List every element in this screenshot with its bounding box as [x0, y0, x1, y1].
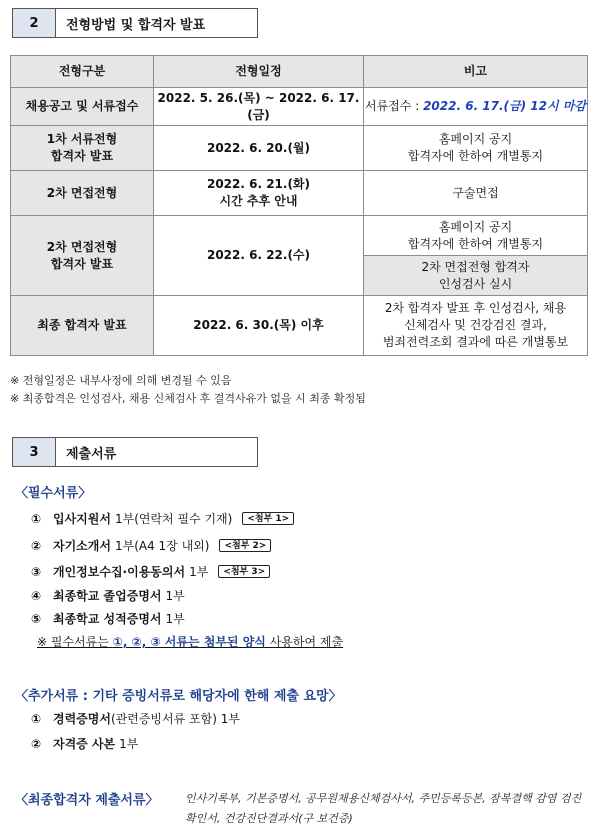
note-line: ※ 전형일정은 내부사정에 의해 변경될 수 있음 [10, 374, 232, 387]
section-title: 전형방법 및 합격자 발표 [56, 8, 258, 38]
additional-docs-heading: 〈추가서류 : 기타 증빙서류로 해당자에 한해 제출 요망〉 [15, 689, 342, 704]
header-schedule: 전형일정 [154, 56, 364, 88]
section-number: 2 [12, 8, 56, 38]
final-docs-list: 인사기록부, 기본증명서, 공무원채용신체검사서, 주민등록등본, 잠복결핵 감염 검진 확인서, 건강진단결과서(구 보건증) [185, 792, 582, 825]
date-cell: 2022. 6. 21.(화) 시간 추후 안내 [154, 171, 364, 216]
stage-cell: 2차 면접전형 [11, 171, 154, 216]
stage-cell: 채용공고 및 서류접수 [11, 88, 154, 126]
attachment-tag: <첨부 2> [219, 539, 271, 552]
note-cell: 홈페이지 공지 합격자에 한하여 개별통지 [364, 126, 588, 171]
list-item: ① 입사지원서 1부(연락처 필수 기재) <첨부 1> [31, 510, 294, 527]
note-line: ※ 최종합격은 인성검사, 채용 신체검사 후 결격사유가 없을 시 최종 확정됨 [10, 392, 366, 405]
list-item: ② 자기소개서 1부(A4 1장 내외) <첨부 2> [31, 537, 271, 554]
table-row [11, 126, 588, 171]
note-cell: 홈페이지 공지 합격자에 한하여 개별통지 [364, 216, 588, 256]
note-cell: 2차 합격자 발표 후 인성검사, 채용 신체검사 및 건강검진 결과, 범죄전력조회 결과에 따른 개별통보 [364, 296, 588, 356]
header-note: 비고 [364, 56, 588, 88]
required-docs-heading: 〈필수서류〉 [15, 486, 92, 501]
note-cell: 서류접수 : 2022. 6. 17.(금) 12시 마감 [364, 88, 588, 126]
date-cell: 2022. 5. 26.(목) ~ 2022. 6. 17.(금) [154, 88, 364, 126]
date-cell: 2022. 6. 22.(수) [154, 216, 364, 296]
note-cell-shaded: 2차 면접전형 합격자 인성검사 실시 [364, 256, 588, 296]
final-docs-heading: 〈최종합격자 제출서류〉 [15, 793, 159, 808]
table-row [11, 88, 588, 126]
stage-cell: 최종 합격자 발표 [11, 296, 154, 356]
stage-cell: 2차 면접전형 합격자 발표 [11, 216, 154, 296]
section-number: 3 [12, 437, 56, 467]
table-row [11, 171, 588, 216]
deadline-highlight: 2022. 6. 17.(금) 12시 마감 [423, 99, 586, 113]
schedule-notes [10, 372, 366, 408]
attachment-tag: <첨부 1> [242, 512, 294, 525]
header-stage: 전형구분 [11, 56, 154, 88]
section-title: 제출서류 [56, 437, 258, 467]
section-2-header [12, 8, 258, 38]
date-cell: 2022. 6. 30.(목) 이후 [154, 296, 364, 356]
stage-cell: 1차 서류전형 합격자 발표 [11, 126, 154, 171]
list-item: ① 경력증명서 (관련증빙서류 포함) 1부 [31, 711, 240, 726]
note-cell: 구술면접 [364, 171, 588, 216]
table-header-row [11, 56, 588, 88]
schedule-table [10, 55, 588, 356]
date-cell: 2022. 6. 20.(월) [154, 126, 364, 171]
list-item: ③ 개인정보수집·이용동의서 1부 <첨부 3> [31, 563, 270, 580]
table-row [11, 216, 588, 256]
section-3-header [12, 437, 258, 467]
list-item: ⑤ 최종학교 성적증명서 1부 [31, 611, 185, 626]
table-row [11, 296, 588, 356]
attachment-tag: <첨부 3> [218, 565, 270, 578]
list-item: ② 자격증 사본 1부 [31, 736, 139, 751]
list-item: ④ 최종학교 졸업증명서 1부 [31, 588, 185, 603]
required-docs-note: ※ 필수서류는 ①, ②, ③ 서류는 첨부된 양식 사용하여 제출 [37, 635, 344, 649]
